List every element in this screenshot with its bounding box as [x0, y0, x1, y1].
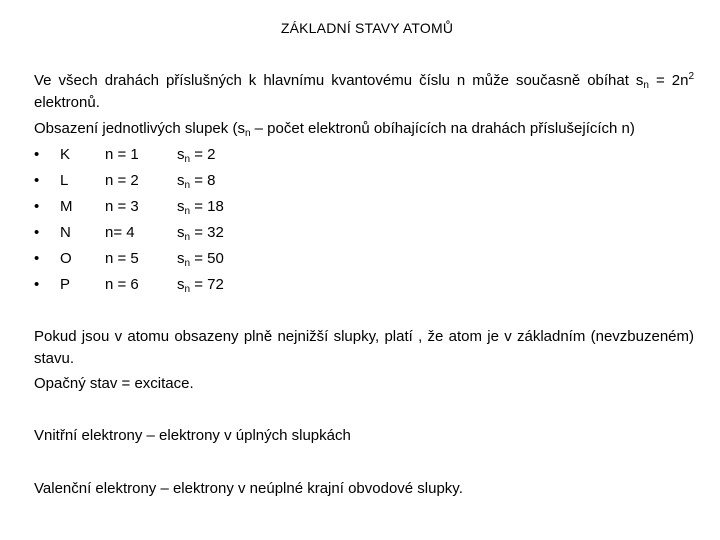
intro-paragraph — [34, 70, 694, 114]
shell-number: n= 4 — [105, 224, 135, 241]
occupancy-subscript: n — [244, 128, 251, 139]
page-title: ZÁKLADNÍ STAVY ATOMŮ — [280, 20, 454, 36]
bullet: • — [34, 250, 40, 267]
intro-formula: = 2n — [648, 72, 689, 89]
shell-capacity: $s_n = 50$ — [177, 250, 224, 269]
shell-symbol: L — [60, 172, 69, 189]
bullet: • — [34, 146, 40, 163]
shell-number: n = 2 — [105, 172, 139, 189]
occupancy-end: – počet elektronů obíhajících na drahách příslušejících n) — [250, 120, 635, 137]
intro-text: Ve všech drahách příslušných k hlavnímu kvantovému číslu n může současně obíhat s — [34, 72, 644, 89]
shell-number: n = 6 — [105, 276, 139, 293]
intro-subscript: n — [643, 80, 649, 91]
shell-symbol: M — [60, 198, 73, 215]
valence-electrons-paragraph: Valenční elektrony – elektrony v neúplné krajní obvodové slupky. — [34, 480, 463, 497]
bullet: • — [34, 198, 40, 215]
shell-capacity: $s_n = 18$ — [177, 198, 224, 217]
shell-number: n = 3 — [105, 198, 139, 215]
intro-superscript: 2 — [688, 71, 694, 82]
shell-capacity: $s_n = 72$ — [177, 276, 224, 295]
bullet: • — [34, 276, 40, 293]
shell-number: n = 5 — [105, 250, 139, 267]
shell-symbol: O — [60, 250, 72, 267]
shell-capacity: $s_n = 2$ — [177, 146, 216, 165]
shell-capacity: $s_n = 32$ — [177, 224, 224, 243]
shell-symbol: N — [60, 224, 71, 241]
shell-capacity: $s_n = 8$ — [177, 172, 216, 191]
excitation-paragraph: Opačný stav = excitace. — [34, 375, 194, 392]
shell-symbol: K — [60, 146, 71, 163]
intro-end: elektronů. — [34, 94, 100, 111]
occupancy-paragraph — [34, 118, 714, 140]
bullet: • — [34, 172, 40, 189]
inner-electrons-paragraph: Vnitřní elektrony – elektrony v úplných slupkách — [34, 427, 351, 444]
bullet: • — [34, 224, 40, 241]
ground-state-paragraph: Pokud jsou v atomu obsazeny plně nejnižší slupky, platí , že atom je v základním (nevzbuzeném) stavu. — [34, 328, 694, 367]
shell-number: n = 1 — [105, 146, 139, 163]
shell-symbol: P — [60, 276, 71, 293]
occupancy-text: Obsazení jednotlivých slupek (s — [34, 120, 245, 137]
